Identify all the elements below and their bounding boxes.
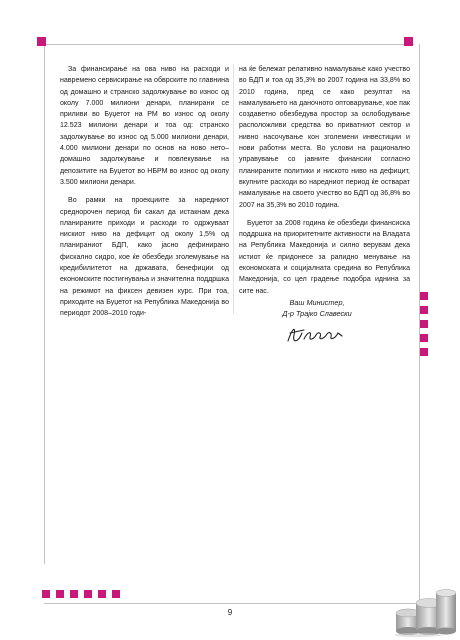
decorative-square <box>420 292 428 300</box>
paragraph: За финансирање на ова ниво на расходи и навремено сервисирање на обврските по главнина од домашно и странско задолжување во износ од околу 7.000 милиони денари, планирани се приливи во Буџетот на РМ во износ од околу 12.523 милиони денари и тоа од: странско задолжување во износ од 5.000 милиони денари, 4.000 милиони денари по основ на ново нето–домашно задолжување и повлекување на депозитите на Буџетот во НБРМ во износ од околу 3.500 милиони денари. <box>60 66 229 186</box>
paragraph: Буџетот за 2008 година ќе обезбеди финансиска поддршка на приоритетните активности на Владата на Република Македонија и силно верувам дека истиот ќе придонесе за рапидно менување на економската и социјалната средина во Република Македонија, со цел градење подобра иднина за сите нас. <box>239 219 410 295</box>
coins-icon <box>392 583 458 637</box>
text-column-right <box>239 64 410 304</box>
page-number: 9 <box>227 608 233 617</box>
handwritten-signature <box>282 321 352 347</box>
decorative-square <box>70 590 78 598</box>
signoff-line: Ваш Министер, <box>289 298 345 307</box>
decorative-square <box>420 334 428 342</box>
decorative-square <box>56 590 64 598</box>
decorative-square <box>84 590 92 598</box>
bottom-rule <box>44 603 420 604</box>
paragraph: Во рамки на проекциите за наредниот среднорочен период би сакал да истакнам дека планираните приходи и расходи го одржуваат нискиот ниво на дефицит од околу 1,5% од планираниот БДП, како јасно дефинирано фискално сидро, кое ќе обезбеди зголемување на кредибилитетот на државата, бенефиции од економските постигнувања и значителна поддршка на режимот на фиксен девизен курс. При тоа, приходите на Буџетот на Република Македонија во периодот 2008–2010 годи- <box>60 197 229 318</box>
text-column-left <box>60 64 229 327</box>
decorative-square <box>112 590 120 598</box>
top-rule <box>44 44 414 45</box>
column-divider <box>233 64 234 314</box>
decorative-square <box>420 306 428 314</box>
signoff <box>262 297 372 319</box>
decorative-square <box>98 590 106 598</box>
decorative-square <box>420 348 428 356</box>
signatory-name: Д-р Трајко Славески <box>282 309 352 318</box>
decorative-square <box>42 590 50 598</box>
paragraph: на ќе бележат релативно намалување како учество во БДП и тоа од 35,3% во 2007 година на 33,8% во 2010 година, пред се како резултат на намалувањето на даночното оптоварување, кое пак создаветно обезбедува простор за ослободување расположливи средства во приватниот сектор и нивно насочување кон зголемени инвестиции и нови работни места. Во услови на рационално управување со јавните финансии согласно планираните политики и ниското ниво на дефицит, вкупните расходи во наредниот период ќе остварат намалување на своето учество во БДП од 36,8% во 2007 на 35,3% во 2010 година. <box>239 66 410 209</box>
decorative-square <box>420 320 428 328</box>
left-rule <box>44 44 45 564</box>
corner-square-top-right <box>404 37 413 46</box>
corner-square-top-left <box>37 37 46 46</box>
